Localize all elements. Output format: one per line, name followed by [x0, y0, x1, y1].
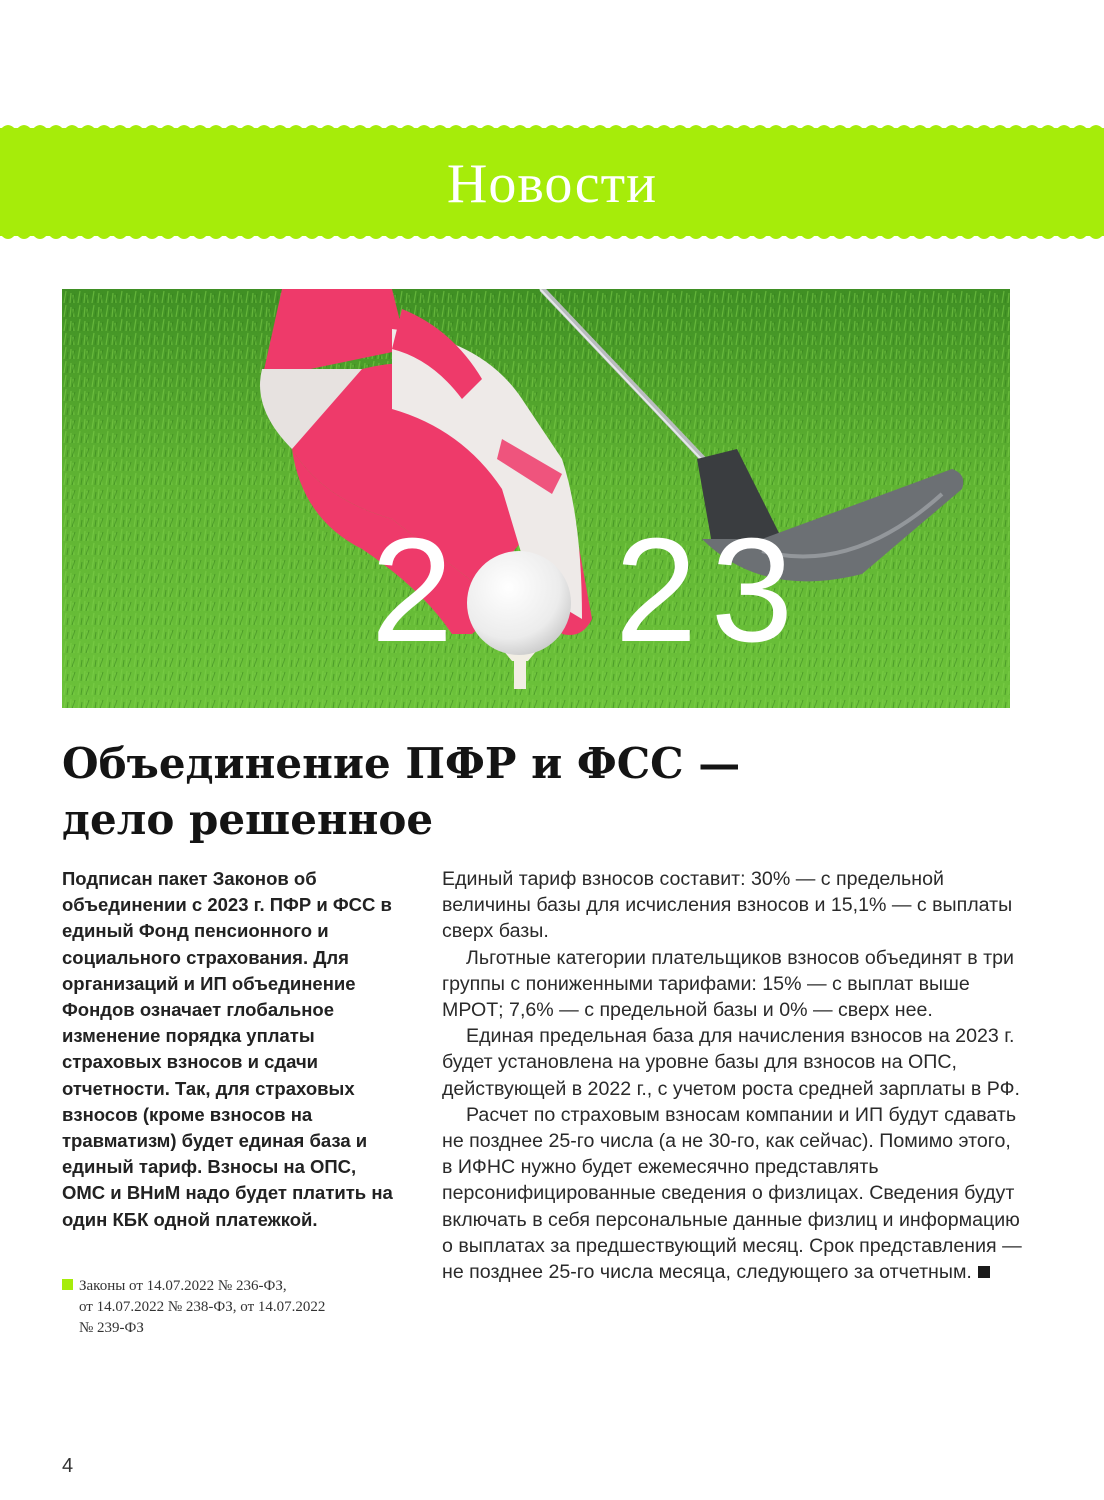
year-digit: 2 [614, 508, 698, 673]
article-lead: Подписан пакет Законов об объединении с 2023 г. ПФР и ФСС в единый Фонд пенсионного и социального страхования. Для организаций и ИП объединение Фондов означает глобальное изменение порядка уплаты страховых взносов и сдачи отчетности. Так, для страховых взносов (кроме взносов на травматизм) будет единая база и единый тариф. Взносы на ОПС, ОМС и ВНиМ надо будет платить на один КБК одной платежкой. [62, 868, 393, 1230]
reference-text: от 14.07.2022 № 238-ФЗ, от 14.07.2022 [79, 1299, 326, 1315]
end-of-article-icon [978, 1266, 990, 1278]
hero-photo [62, 289, 1010, 708]
year-digit: 2 [370, 508, 454, 673]
legal-reference [62, 1276, 362, 1339]
headline-line: Объединение ПФР и ФСС — [62, 739, 741, 788]
banner-wave-bottom [0, 234, 1104, 244]
reference-text: Законы от 14.07.2022 № 236-ФЗ, [79, 1278, 287, 1294]
headline-line: дело решенное [62, 795, 434, 844]
banner-wave-top [0, 120, 1104, 130]
article-body [442, 866, 1022, 1285]
article-headline [62, 736, 1042, 848]
body-paragraph-text: Расчет по страховым взносам компании и ИП будут сдавать не позднее 25-го числа (а не 30-го, как сейчас). Помимо этого, в ИФНС нужно будет ежемесячно представлять персонифицированные сведения о физлицах. Сведения будут включать в себя персональные данные физлиц и информацию о выплатах за предшествующий месяц. Срок представления — не позднее 25-го числа месяца, следующего за отчетным. [442, 1103, 1022, 1284]
square-bullet-icon [62, 1279, 73, 1290]
body-paragraph: Единый тариф взносов составит: 30% — с предельной величины базы для исчисления взносов и 15,1% — с выплаты сверх базы. [442, 868, 1013, 943]
section-title: Новости [446, 153, 658, 215]
reference-text: № 239-ФЗ [79, 1320, 144, 1336]
body-paragraph: Льготные категории плательщиков взносов объединят в три группы с пониженными тарифами: 15% — с выплат выше МРОТ; 7,6% — с предельной базы и 0% — сверх нее. [442, 946, 1014, 1022]
body-paragraph: Единая предельная база для начисления взносов на 2023 г. будет установлена на уровне базы для взносов на ОПС, действующей в 2022 г., с учетом роста средней зарплаты в РФ. [442, 1025, 1020, 1100]
year-digit: 3 [710, 508, 794, 673]
section-banner [0, 128, 1104, 236]
body-paragraph-last [442, 1102, 1022, 1285]
page-number: 4 [62, 1455, 74, 1477]
golf-illustration [62, 289, 1010, 708]
